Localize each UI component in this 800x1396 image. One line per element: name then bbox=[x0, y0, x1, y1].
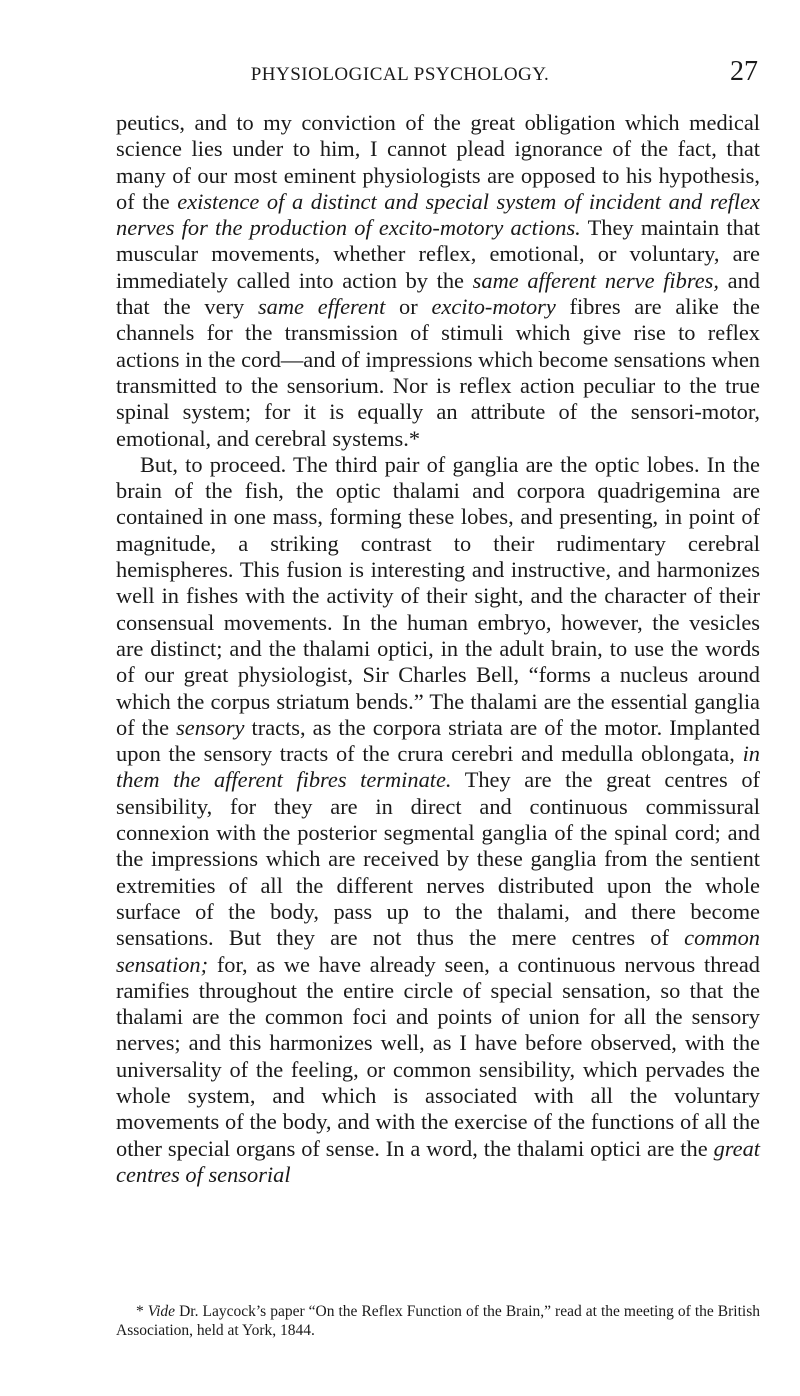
text-run: for, as we have already seen, a continuous nervous thread ramifies throughout the entire circle of special sensation, so that the thalami are the common foci and points of union for all the sensory nerves; and this harmonizes well, as I have before observed, with the universality of the feeling, or common sensibility, which pervades the whole system, and which is associated with all the voluntary movements of the body, and with the exercise of the functions of all the other special organs of sense. In a word, the thalami optici are the bbox=[116, 951, 760, 1161]
footnote bbox=[116, 1302, 760, 1340]
italic-run: in them the afferent fibres terminate. bbox=[116, 741, 760, 793]
text-run: and that the very bbox=[116, 267, 760, 320]
paragraph-2 bbox=[116, 452, 760, 1188]
italic-run: same efferent bbox=[257, 294, 386, 320]
italic-run: same afferent nerve fibres, bbox=[472, 267, 719, 293]
text-run: or bbox=[385, 294, 432, 320]
page-number: 27 bbox=[730, 56, 758, 87]
body-text bbox=[116, 110, 760, 1188]
italic-run: existence of a distinct and special system of incident and reflex nerves for the production of excito-motory actions. bbox=[116, 188, 760, 241]
italic-run: excito-motory bbox=[431, 294, 556, 320]
italic-run: sensory bbox=[176, 714, 245, 740]
text-run: They are the great centres of sensibility, for they are in direct and continuous commissural connexion with the posterior segmental ganglia of the spinal cord; and the impressions which are received by these ganglia from the sentient extremities of all the different nerves distributed upon the whole surface of the body, pass up to the thalami, and there become sensations. But they are not thus the mere centres of bbox=[116, 767, 760, 951]
footnote-vide: Vide bbox=[147, 1303, 176, 1320]
paragraph-1 bbox=[116, 110, 760, 452]
italic-run: great centres of sensorial bbox=[116, 1135, 760, 1187]
footnote-marker: * bbox=[136, 1303, 148, 1320]
text-run: But, to proceed. The third pair of ganglia are the optic lobes. In the brain of the fish, the optic thalami and corpora quadrigemina are contained in one mass, forming these lobes, and presenting, in point of magnitude, a striking contrast to their rudimentary cerebral hemispheres. This fusion is interesting and instructive, and harmonizes well in fishes with the activity of their sight, and the character of their consensual movements. In the human embryo, however, the vesicles are distinct; and the thalami optici, in the adult brain, to use the words of our great physiologist, Sir Charles Bell, “forms a nucleus around which the corpus striatum bends.” The thalami are the essential ganglia of the bbox=[116, 451, 760, 740]
text-run: peutics, and to my conviction of the great obligation which medical science lies under to him, I cannot plead ignorance of the fact, that many of our most eminent physiologists are opposed to his hypothesis, of the bbox=[116, 110, 760, 214]
text-run: They maintain that muscular movements, whether reflex, emotional, or voluntary, are immediately called into action by the bbox=[116, 215, 760, 293]
text-run: tracts, as the corpora striata are of the motor. Implanted upon the sensory tracts of the crura cerebri and medulla oblongata, bbox=[116, 714, 760, 767]
text-run: fibres are alike the channels for the transmission of stimuli which give rise to reflex actions in the cord—and of impressions which become sensations when transmitted to the sensorium. Nor is reflex action peculiar to the true spinal system; for it is equally an attribute of the sensori-motor, emotional, and cerebral systems.* bbox=[116, 294, 760, 451]
italic-run: common sensation; bbox=[116, 925, 760, 977]
footnote-text: Dr. Laycock’s paper “On the Reflex Function of the Brain,” read at the meeting of the British Association, held at York, 1844. bbox=[116, 1303, 760, 1339]
running-title: PHYSIOLOGICAL PSYCHOLOGY. bbox=[250, 64, 550, 85]
